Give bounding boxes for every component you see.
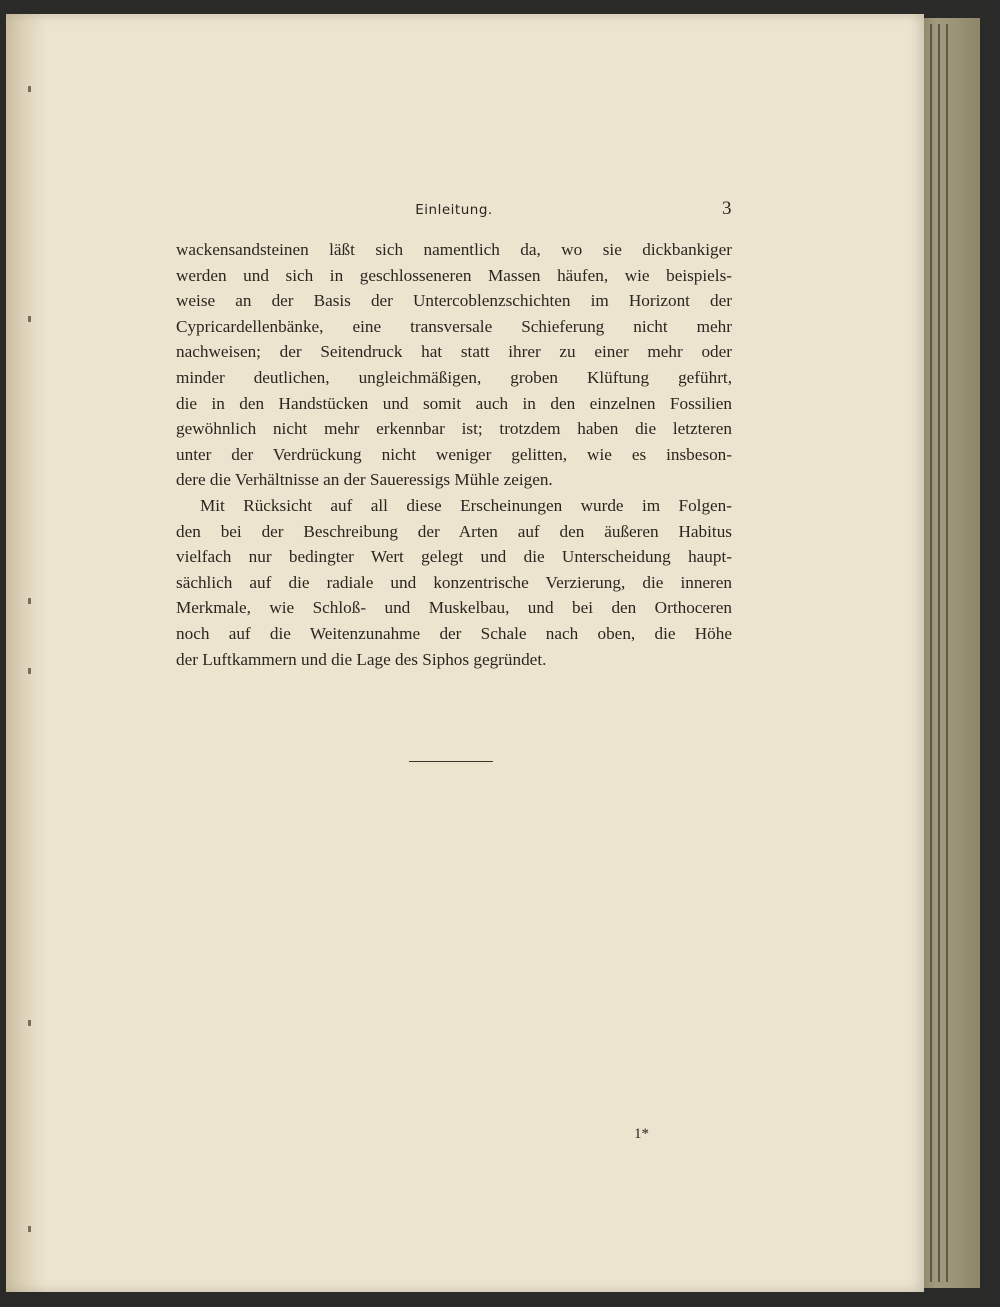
text-line: wackensandsteinen läßt sich namentlich da, wo sie dickbankiger xyxy=(176,240,732,259)
page-edge-line xyxy=(946,24,948,1282)
page-edge-line xyxy=(930,24,932,1282)
text-line: gewöhnlich nicht mehr erkennbar ist; trotzdem haben die letzteren xyxy=(176,419,732,439)
text-line: unter der Verdrückung nicht weniger gelitten, wie es insbeson- xyxy=(176,444,732,464)
binding-mark xyxy=(28,598,31,604)
page-edge-line xyxy=(938,24,940,1282)
paragraph-2 xyxy=(176,493,732,672)
text-line: werden und sich in geschlosseneren Massen häufen, wie beispiels- xyxy=(176,265,732,285)
body-text xyxy=(176,237,732,672)
text-line: der Luftkammern und die Lage des Siphos gegründet. xyxy=(176,649,547,669)
binding-mark xyxy=(28,1226,31,1232)
running-head xyxy=(176,198,732,224)
text-line: die in den Handstücken und somit auch in den einzelnen Fossilien xyxy=(176,393,732,413)
text-line: Mit Rücksicht auf all diese Erscheinungen wurde im Folgen- xyxy=(200,495,732,515)
text-line: Cypricardellenbänke, eine transversale Schieferung nicht mehr xyxy=(176,316,732,336)
text-line: weise an der Basis der Untercoblenzschichten im Horizont der xyxy=(176,291,732,311)
gutter-shadow xyxy=(6,14,46,1292)
book-page-edges xyxy=(918,18,980,1288)
text-line: nachweisen; der Seitendruck hat statt ihrer zu einer mehr oder xyxy=(176,342,732,362)
binding-mark xyxy=(28,316,31,322)
printer-signature: 1* xyxy=(634,1126,649,1142)
binding-mark xyxy=(28,668,31,674)
paragraph-1 xyxy=(176,237,732,493)
text-line: vielfach nur bedingter Wert gelegt und die Unterscheidung haupt- xyxy=(176,547,732,567)
text-line: Merkmale, wie Schloß- und Muskelbau, und bei den Orthoceren xyxy=(176,598,732,618)
text-line: den bei der Beschreibung der Arten auf den äußeren Habitus xyxy=(176,521,732,541)
section-divider xyxy=(409,761,493,762)
text-line: minder deutlichen, ungleichmäßigen, groben Klüftung geführt, xyxy=(176,367,732,387)
text-line: noch auf die Weitenzunahme der Schale nach oben, die Höhe xyxy=(176,623,732,643)
chapter-title: Einleitung. xyxy=(415,202,493,218)
binding-mark xyxy=(28,1020,31,1026)
binding-mark xyxy=(28,86,31,92)
text-line: dere die Verhältnisse an der Saueressigs Mühle zeigen. xyxy=(176,470,553,490)
text-line: sächlich auf die radiale und konzentrische Verzierung, die inneren xyxy=(176,572,732,592)
page-number: 3 xyxy=(722,198,732,219)
